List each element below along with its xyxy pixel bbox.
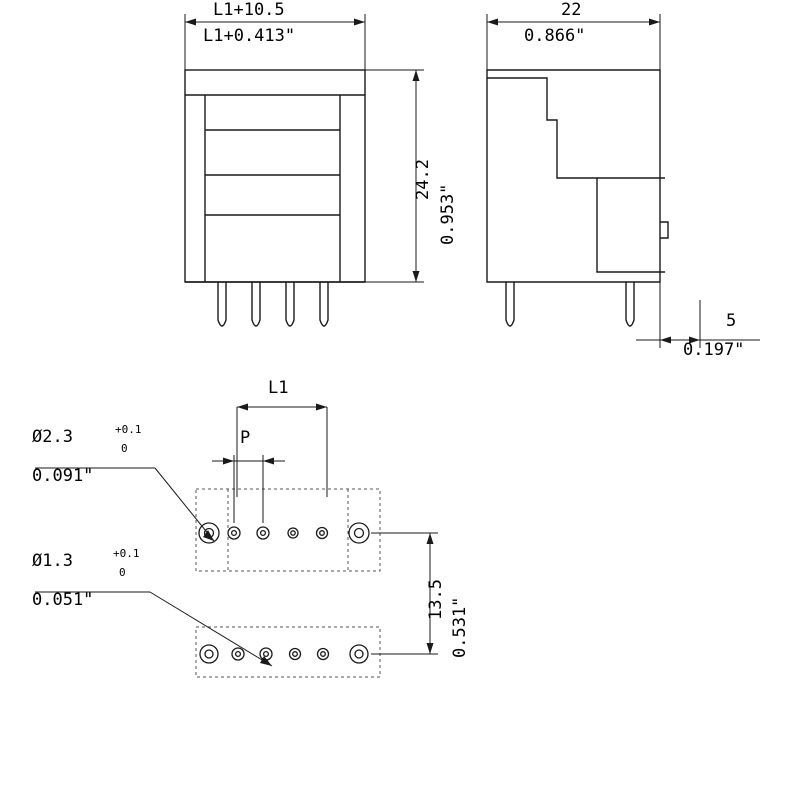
label-pitch: P — [240, 428, 251, 448]
label-side-offset-in: 0.197" — [683, 340, 745, 360]
label-row-spacing-in: 0.531" — [450, 596, 470, 658]
dim-pcb-l1 — [237, 404, 327, 498]
label-hole-large-dia-in: 0.091" — [32, 466, 94, 486]
label-row-spacing-mm: 13.5 — [426, 579, 446, 620]
label-side-width-mm: 22 — [561, 0, 582, 20]
label-hole-small-tol-plus: +0.1 — [113, 547, 140, 560]
label-front-width-mm: L1+10.5 — [213, 0, 285, 20]
label-hole-large-tol-minus: 0 — [121, 442, 128, 455]
view-side — [487, 70, 668, 326]
pcb-holes-upper — [199, 523, 369, 543]
label-l1: L1 — [268, 378, 289, 398]
label-side-width-in: 0.866" — [524, 26, 586, 46]
label-hole-small-dia-mm: Ø1.3 — [32, 551, 73, 571]
label-front-height-in: 0.953" — [438, 183, 458, 245]
label-hole-small-dia-in: 0.051" — [32, 590, 94, 610]
label-front-width-in: L1+0.413" — [203, 26, 296, 46]
label-hole-large-tol-plus: +0.1 — [115, 423, 142, 436]
label-hole-large-dia-mm: Ø2.3 — [32, 427, 73, 447]
pcb-holes-lower — [200, 645, 368, 663]
label-side-offset-mm: 5 — [726, 311, 737, 331]
label-hole-small-tol-minus: 0 — [119, 566, 126, 579]
view-front — [185, 70, 365, 326]
dim-side-offset — [636, 282, 760, 348]
label-front-height-mm: 24.2 — [413, 159, 433, 200]
